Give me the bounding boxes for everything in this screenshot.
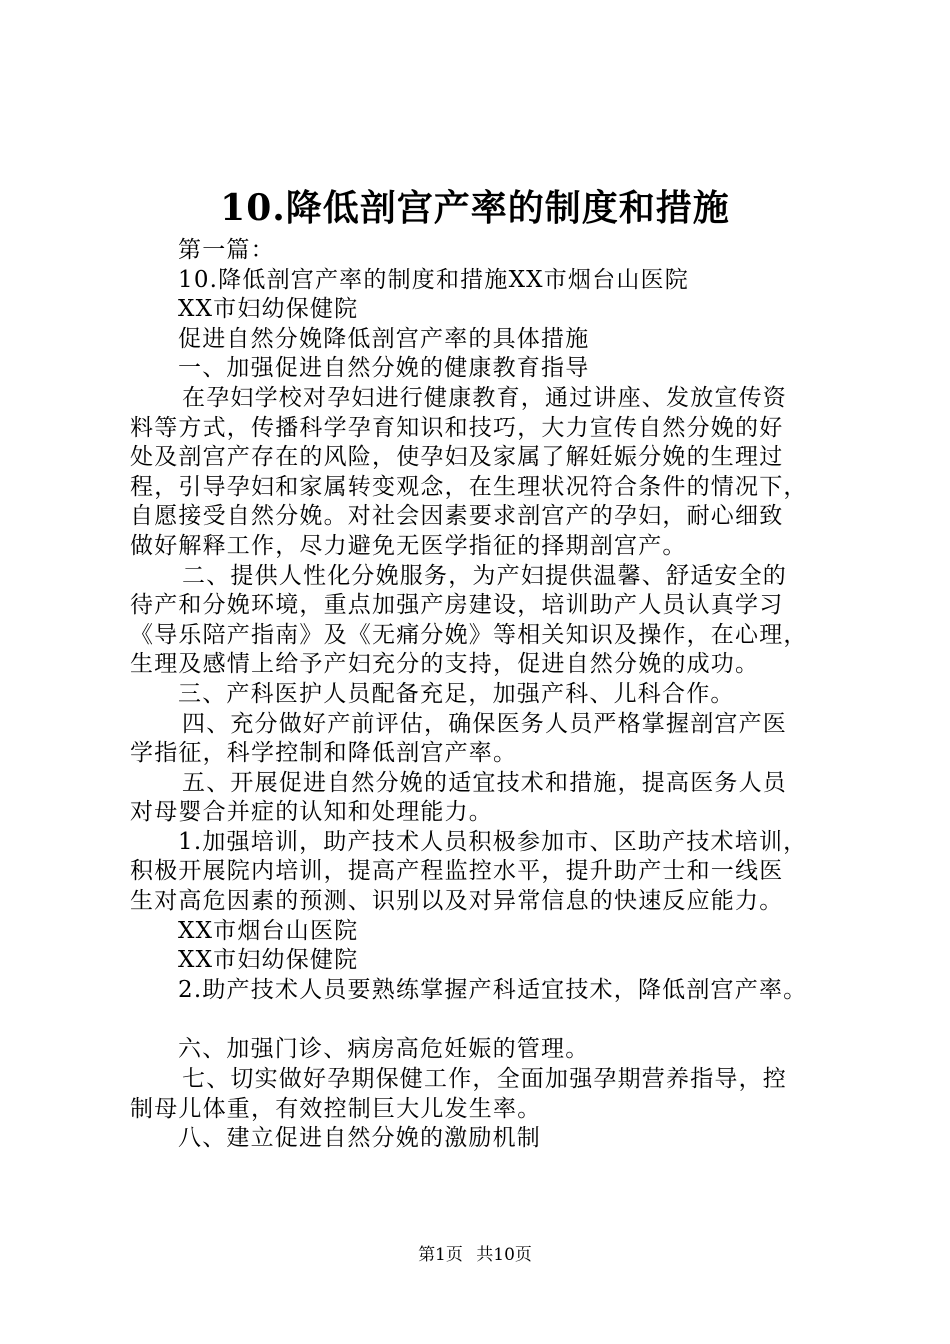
- paragraph-line: 在孕妇学校对孕妇进行健康教育，通过讲座、发放宣传资: [182, 384, 787, 411]
- paragraph-line: 生理及感情上给予产妇充分的支持，促进自然分娩的成功。: [130, 651, 760, 678]
- paragraph-line: 积极开展院内培训，提高产程监控水平，提升助产士和一线医: [130, 858, 784, 885]
- paragraph-line: 待产和分娩环境，重点加强产房建设，培训助产人员认真学习: [130, 592, 784, 619]
- paragraph-line: 处及剖宫产存在的风险，使孕妇及家属了解妊娠分娩的生理过: [130, 444, 784, 471]
- text-line: XX市妇幼保健院: [178, 947, 359, 974]
- document-title: 10.降低剖宫产率的制度和措施: [220, 187, 730, 229]
- text-line: 促进自然分娩降低剖宫产率的具体措施: [178, 325, 590, 352]
- paragraph-line: 做好解释工作，尽力避免无医学指征的择期剖宫产。: [130, 532, 687, 559]
- text-line: 10.降低剖宫产率的制度和措施XX市烟台山医院: [178, 266, 689, 293]
- paragraph-line: 学指征，科学控制和降低剖宫产率。: [130, 740, 518, 767]
- paragraph-line: 七、切实做好孕期保健工作，全面加强孕期营养指导，控: [182, 1066, 787, 1093]
- page-number: 第1页: [418, 1245, 463, 1265]
- paragraph-line: 八、建立促进自然分娩的激励机制: [178, 1125, 541, 1152]
- paragraph-line: 制母儿体重，有效控制巨大儿发生率。: [130, 1095, 542, 1122]
- paragraph-line: 自愿接受自然分娩。对社会因素要求剖宫产的孕妇，耐心细致: [130, 503, 784, 530]
- page-footer: [0, 1243, 950, 1267]
- paragraph-line: 五、开展促进自然分娩的适宜技术和措施，提高医务人员: [182, 769, 787, 796]
- text-line: XX市妇幼保健院: [178, 296, 359, 323]
- paragraph-line: 对母婴合并症的认知和处理能力。: [130, 799, 493, 826]
- paragraph-line: 2.助产技术人员要熟练掌握产科适宜技术，降低剖宫产率。: [178, 976, 808, 1003]
- paragraph-line: 《导乐陪产指南》及《无痛分娩》等相关知识及操作，在心理，: [130, 621, 808, 648]
- text-line: XX市烟台山医院: [178, 917, 359, 944]
- document-body: [130, 236, 830, 1154]
- paragraph-line: 三、产科医护人员配备充足，加强产科、儿科合作。: [178, 680, 735, 707]
- paragraph-line: 料等方式，传播科学孕育知识和技巧，大力宣传自然分娩的好: [130, 414, 784, 441]
- paragraph-line: 1.加强培训，助产技术人员积极参加市、区助产技术培训，: [178, 828, 808, 855]
- paragraph-line: 二、提供人性化分娩服务，为产妇提供温馨、舒适安全的: [182, 562, 787, 589]
- page-total: 共10页: [476, 1245, 532, 1265]
- paragraph-line: 生对高危因素的预测、识别以及对异常信息的快速反应能力。: [130, 888, 784, 915]
- blank-line: [130, 1005, 830, 1035]
- paragraph-line: 四、充分做好产前评估，确保医务人员严格掌握剖宫产医: [182, 710, 787, 737]
- section-heading: 第一篇：: [178, 237, 275, 263]
- paragraph-line: 六、加强门诊、病房高危妊娠的管理。: [178, 1036, 590, 1063]
- text-line: 一、加强促进自然分娩的健康教育指导: [178, 355, 590, 382]
- paragraph-line: 程，引导孕妇和家属转变观念，在生理状况符合条件的情况下，: [130, 473, 808, 500]
